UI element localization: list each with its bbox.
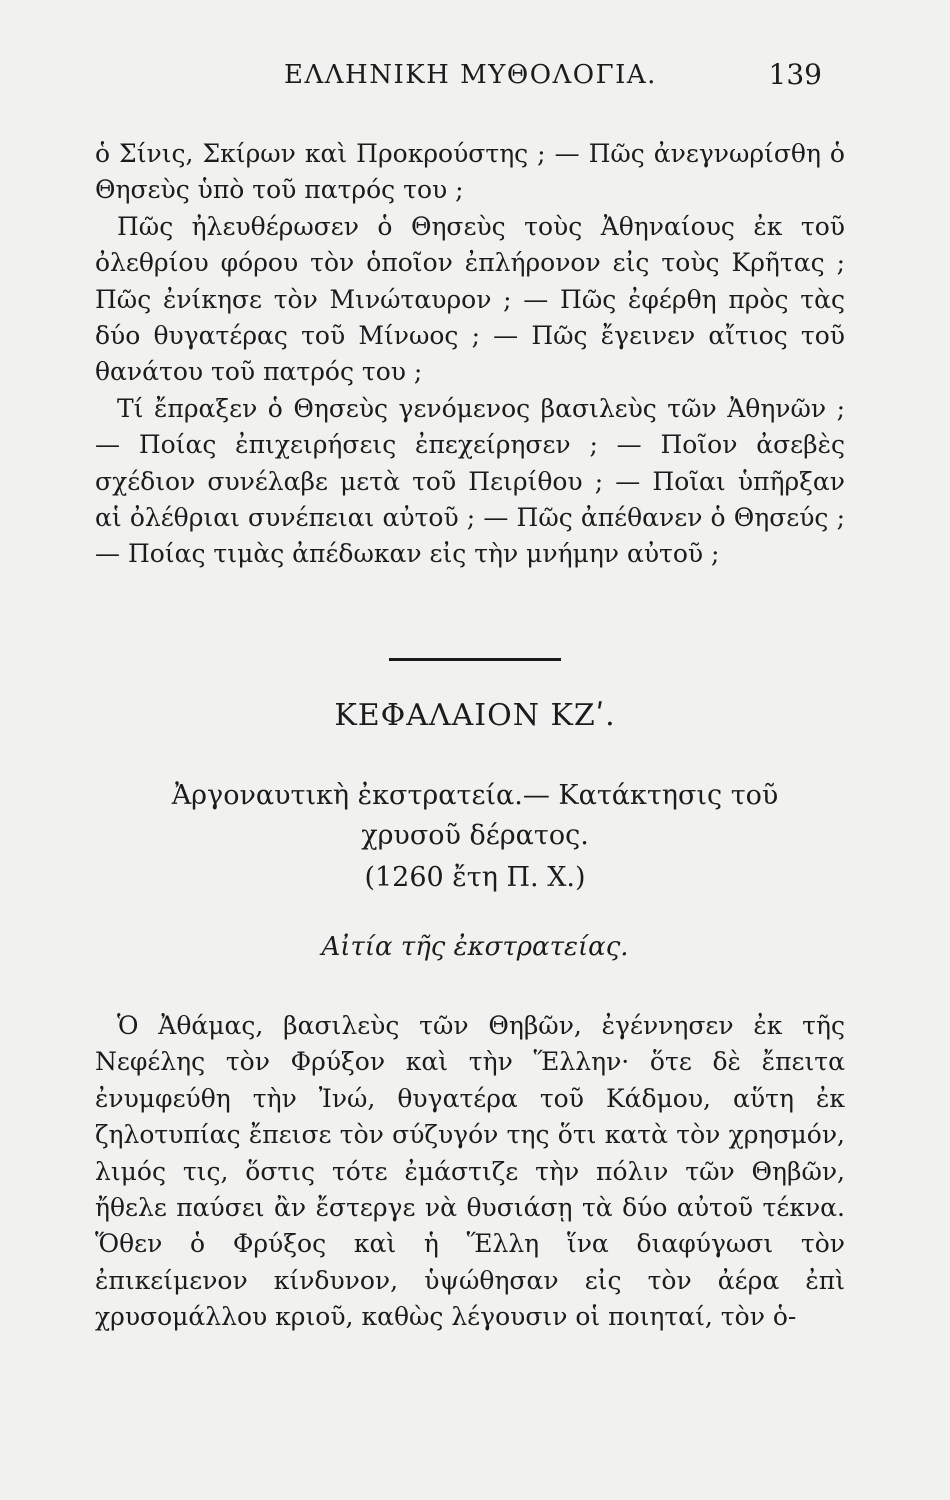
chapter-subtitle: Ἀργοναυτικὴ ἐκστρατεία.— Κατάκτησις τοῦ [171, 780, 779, 811]
chapter-date: (1260 ἔτη Π. Χ.) [364, 862, 586, 893]
running-head-title: ΕΛΛΗΝΙΚΗ ΜΥΘΟΛΟΓΙΑ. [284, 60, 657, 90]
chapter-subtitle: χρυσοῦ δέρατος. [361, 820, 589, 851]
chapter-heading: ΚΕΦΑΛΑΙΟΝ ΚΖʹ. [334, 698, 616, 733]
page-number: 139 [768, 58, 822, 91]
question-paragraph: Τί ἔπραξεν ὁ Θησεὺς γενόμενος βασιλεὺς τῶν Ἀθηνῶν ; — Ποίας ἐπιχειρήσεις ἐπεχείρησεν ; — Ποῖον ἀσεβὲς σχέδιον συνέλαβε μετὰ τοῦ Πειρίθου ; — Ποῖαι ὑπῆρξαν αἱ ὀλέθριαι συνέπειαι αὐτοῦ ; — Πῶς ἀπέθανεν ὁ Θησεύς ; — Ποίας τιμὰς ἀπέδωκαν εἰς τὴν μνήμην αὐτοῦ ; [95, 393, 845, 569]
review-questions [95, 136, 845, 573]
section-divider [389, 658, 561, 661]
body-text [95, 1008, 845, 1336]
question-paragraph: ὁ Σίνις, Σκίρων καὶ Προκρούστης ; — Πῶς ἀνεγνωρίσθη ὁ Θησεὺς ὑπὸ τοῦ πατρός του ; [95, 139, 845, 205]
question-paragraph: Πῶς ἠλευθέρωσεν ὁ Θησεὺς τοὺς Ἀθηναίους ἐκ τοῦ ὀλεθρίου φόρου τὸν ὁποῖον ἐπλήρονον εἰς τοὺς Κρῆτας ; Πῶς ἐνίκησε τὸν Μινώταυρον ; — Πῶς ἐφέρθη πρὸς τὰς δύο θυγατέρας τοῦ Μίνωος ; — Πῶς ἔγεινεν αἴτιος τοῦ θανάτου τοῦ πατρός του ; [95, 211, 845, 387]
running-head [0, 56, 950, 96]
body-paragraph: Ὁ Ἀθάμας, βασιλεὺς τῶν Θηβῶν, ἐγέννησεν ἐκ τῆς Νεφέλης τὸν Φρύξον καὶ τὴν Ἕλλην· ὅτε δὲ ἔπειτα ἐνυμφεύθη τὴν Ἰνώ, θυγατέρα τοῦ Κάδμου, αὕτη ἐκ ζηλοτυπίας ἔπεισε τὸν σύζυγόν της ὅτι κατὰ τὸν χρησμόν, λιμός τις, ὅστις τότε ἐμάστιζε τὴν πόλιν τῶν Θηβῶν, ἤθελε παύσει ἂν ἔστεργε νὰ θυσιάσῃ τὰ δύο αὐτοῦ τέκνα. Ὅθεν ὁ Φρύξος καὶ ἡ Ἕλλη ἵνα διαφύγωσι τὸν ἐπικείμενον κίνδυνον, ὑψώθησαν εἰς τὸν ἀέρα ἐπὶ χρυσομάλλου κριοῦ, καθὼς λέγουσιν οἱ ποιηταί, τὸν ὁ- [95, 1011, 845, 1332]
section-title: Αἰτία τῆς ἐκστρατείας. [321, 932, 629, 962]
